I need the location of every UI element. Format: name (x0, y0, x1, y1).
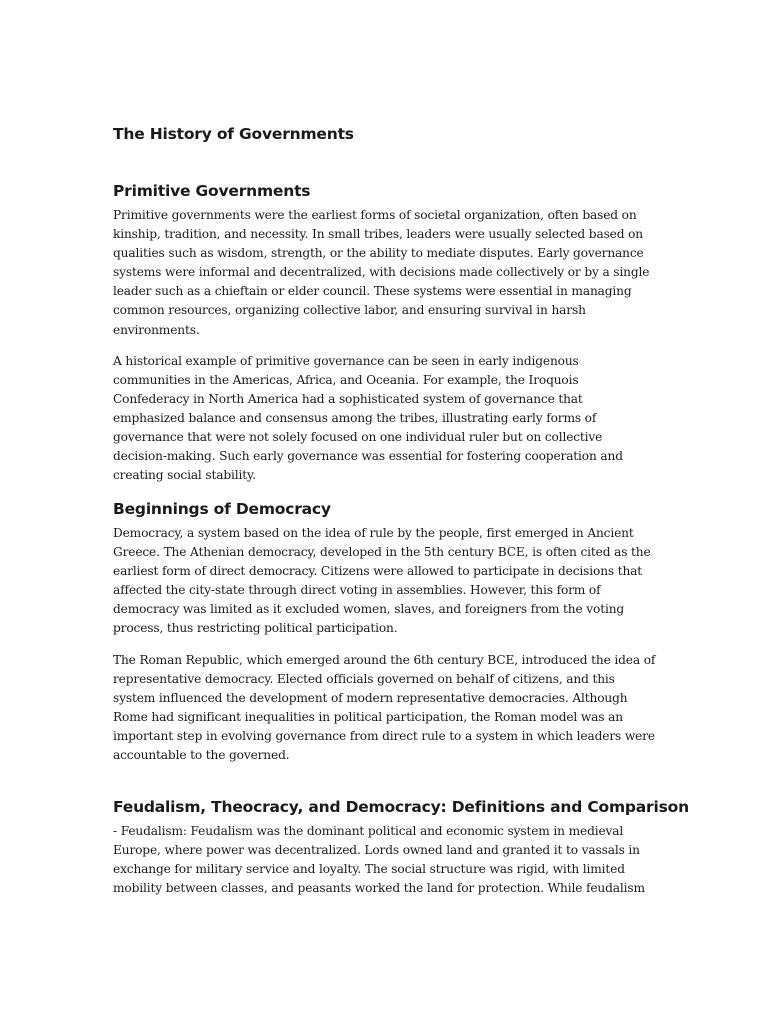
document-title: The History of Governments (113, 125, 354, 143)
body-paragraph: Democracy, a system based on the idea of rule by the people, first emerged in Ancient Greece. The Athenian democracy, developed in the 5th century BCE, is often cited as the earliest form of direct democracy. Citizens were allowed to participate in decisions that affected the city-state through direct voting in assemblies. However, this form of democracy was limited as it excluded women, slaves, and foreigners from the voting process, thus restricting political participation. (113, 526, 651, 636)
section-beginnings-of-democracy (113, 499, 658, 765)
body-paragraph: - Feudalism: Feudalism was the dominant political and economic system in medieval Europe, where power was decentralized. Lords owned land and granted it to vassals in exchange for military service and loyalty. The social structure was rigid, with limited mobility between classes, and peasants worked the land for protection. While feudalism (113, 824, 645, 896)
section-primitive-governments (113, 181, 658, 485)
body-paragraph: The Roman Republic, which emerged around the 6th century BCE, introduced the idea of representative democracy. Elected officials governed on behalf of citizens, and this system influenced the development of modern representative democracies. Although Rome had significant inequalities in political participation, the Roman model was an important step in evolving governance from direct rule to a system in which leaders were accountable to the governed. (113, 652, 656, 763)
section-heading: Beginnings of Democracy (113, 500, 331, 518)
section-feudalism-theocracy-democracy (113, 797, 689, 898)
section-heading: Feudalism, Theocracy, and Democracy: Definitions and Comparison (113, 798, 689, 816)
body-paragraph: A historical example of primitive governance can be seen in early indigenous communities in the Americas, Africa, and Oceania. For example, the Iroquois Confederacy in North America had a sophisticated system of governance that emphasized balance and consensus among the tribes, illustrating early forms of governance that were not solely focused on one individual ruler but on collective decision-making. Such early governance was essential for fostering cooperation and creating social stability. (113, 353, 623, 483)
section-heading: Primitive Governments (113, 182, 311, 200)
body-paragraph: Primitive governments were the earliest forms of societal organization, often based on kinship, tradition, and necessity. In small tribes, leaders were usually selected based on qualities such as wisdom, strength, or the ability to mediate disputes. Early governance systems were informal and decentralized, with decisions made collectively or by a single leader such as a chieftain or elder council. These systems were essential in managing common resources, organizing collective labor, and ensuring survival in harsh environments. (113, 208, 650, 337)
